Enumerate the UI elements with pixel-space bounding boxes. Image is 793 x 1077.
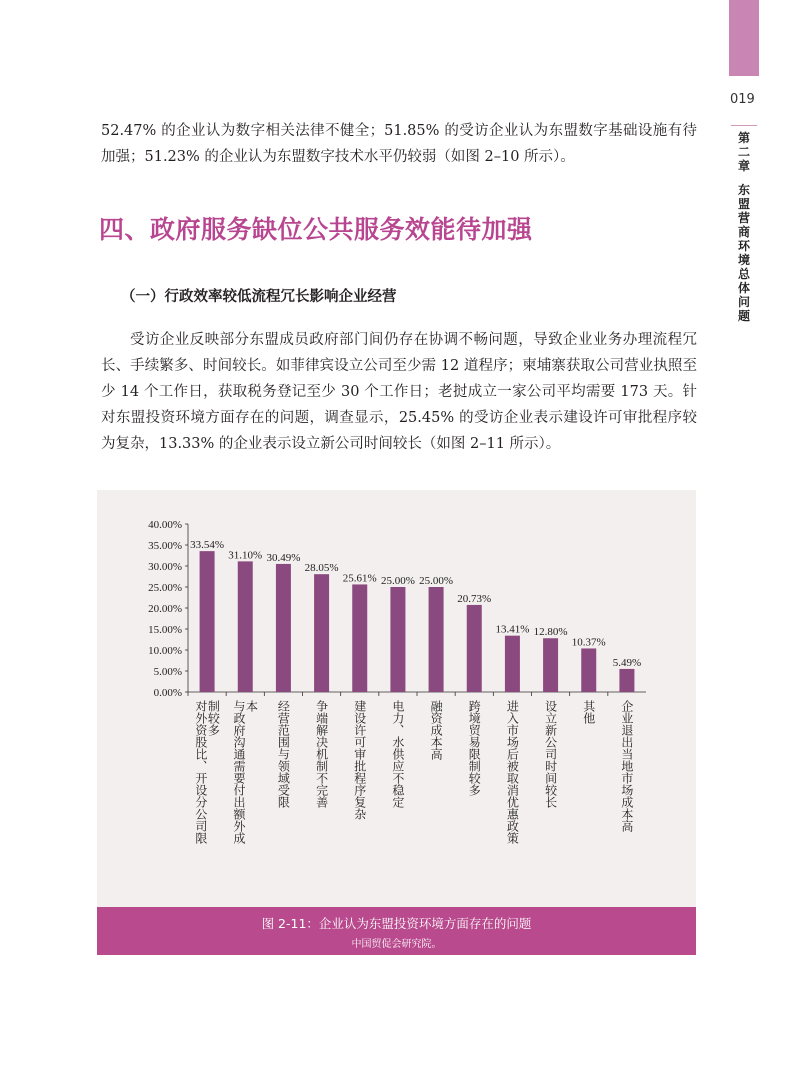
paragraph-top: 52.47% 的企业认为数字相关法律不健全；51.85% 的受访企业认为东盟数字基础设施有待加强；51.23% 的企业认为东盟数字技术水平仍较弱（如图 2–10 所示）。 [101, 123, 697, 165]
page-number: 019 [730, 92, 755, 107]
figure-source: 中国贸促会研究院。 [351, 939, 442, 950]
data-label: 5.49% [612, 656, 642, 669]
bar [505, 636, 520, 692]
category-label: 企业退出当地市场成本高 [619, 700, 634, 832]
y-tick-label: 15.00% [148, 624, 182, 636]
bar [352, 584, 367, 692]
y-tick-label: 40.00% [148, 519, 182, 531]
category-label: 设立新公司时间较长 [543, 700, 558, 808]
category-label: 建设许可审批程序复杂 [352, 700, 367, 820]
bar [390, 587, 405, 692]
bar [543, 638, 558, 692]
sidebar-chapter [734, 131, 754, 323]
bar [467, 605, 482, 692]
sidebar-chapter-number: 第二章 [737, 131, 750, 173]
data-label: 33.54% [190, 539, 225, 552]
category-label: 经营范围与领域受限 [276, 700, 291, 808]
data-label: 20.73% [457, 592, 492, 605]
subsection-heading: （一）行政效率较低流程冗长影响企业经营 [121, 289, 397, 305]
bar [314, 574, 329, 692]
sidebar-chapter-title: 东盟营商环境总体问题 [737, 183, 750, 323]
data-label: 12.80% [533, 626, 568, 639]
y-tick-label: 35.00% [148, 540, 182, 552]
data-label: 28.05% [304, 562, 339, 575]
figure-2-11 [97, 490, 696, 955]
y-tick-label: 25.00% [148, 582, 182, 594]
category-label: 制较多 [206, 700, 221, 736]
category-label: 融资成本高 [429, 700, 444, 760]
y-tick-label: 30.00% [148, 561, 182, 573]
category-label: 电力、水供应不稳定 [390, 700, 405, 808]
data-label: 10.37% [571, 636, 606, 649]
figure-caption-bar [97, 907, 696, 955]
category-label: 与政府沟通需要付出额外成 [232, 700, 246, 844]
data-label: 31.10% [228, 549, 263, 562]
category-label: 进入市场后被取消优惠政策 [505, 700, 520, 844]
y-tick-label: 5.00% [153, 666, 182, 678]
category-label: 对外资股比、开设分公司限 [193, 700, 208, 844]
y-tick-label: 0.00% [153, 687, 182, 699]
category-label: 争端解决机制不完善 [314, 700, 329, 808]
y-tick-label: 20.00% [148, 603, 182, 615]
section-heading: 四、政府服务缺位公共服务效能待加强 [99, 215, 533, 244]
data-label: 25.61% [342, 572, 377, 585]
category-label: 其他 [581, 700, 596, 724]
data-label: 25.00% [380, 575, 415, 587]
bar-chart [97, 490, 696, 907]
data-label: 25.00% [419, 575, 454, 587]
figure-caption: 图 2-11：企业认为东盟投资环境方面存在的问题 [261, 916, 532, 931]
bar [429, 587, 444, 692]
data-label: 13.41% [495, 623, 530, 636]
data-label: 30.49% [266, 551, 301, 564]
paragraph-main: 受访企业反映部分东盟成员政府部门间仍存在协调不畅问题，导致企业业务办理流程冗长、手续繁多、时间较长。如菲律宾设立公司至少需 12 道程序；柬埔寨获取公司营业执照至少 14 个工作日，获取税务登记至少 30 个工作日；老挝成立一家公司平均需要 173 天。针对东盟投资环境方面存在的问题，调查显示，25.45% 的受访企业表示建设许可审批程序较为复杂，13.33% 的企业表示设立新公司时间较长（如图 2–11 所示）。 [101, 332, 697, 452]
category-label: 跨境贸易限制较多 [467, 700, 482, 796]
bar [276, 564, 291, 692]
bar [200, 551, 215, 692]
y-tick-label: 10.00% [148, 645, 182, 657]
chapter-tab [729, 0, 759, 76]
bar [238, 561, 253, 692]
sidebar-divider [731, 125, 757, 126]
bar [619, 669, 634, 692]
category-label: 本 [244, 700, 259, 712]
bar [581, 648, 596, 692]
